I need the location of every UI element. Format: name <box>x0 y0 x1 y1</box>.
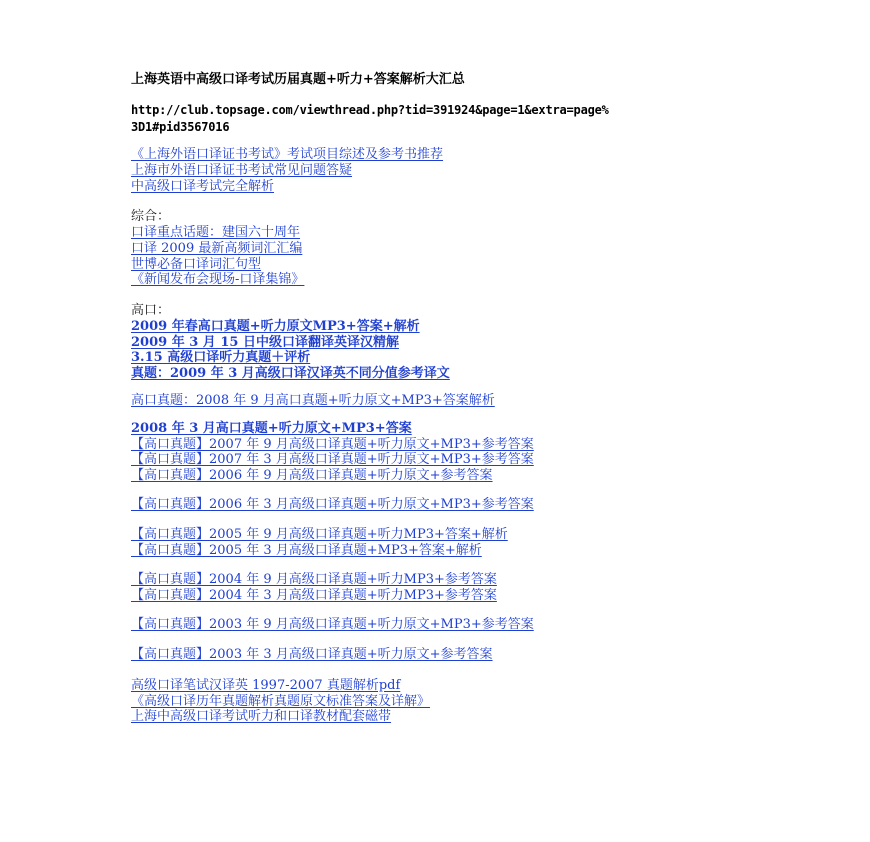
section-advanced-label: 高口： <box>131 303 171 318</box>
exam-link-2005-sep[interactable]: 【高口真题】2005 年 9 月高级口译真题+听力MP3+答案+解析 <box>131 527 508 542</box>
advanced-link-2008-mar[interactable]: 2008 年 3 月高口真题+听力原文+MP3+答案 <box>131 421 412 436</box>
advanced-bold-link-4[interactable]: 真题：2009 年 3 月高级口译汉译英不同分值参考译文 <box>131 366 450 381</box>
advanced-bold-link-3[interactable]: 3.15 高级口译听力真题＋评析 <box>131 350 311 365</box>
general-link-4[interactable]: 《新闻发布会现场-口译集锦》 <box>131 272 305 287</box>
source-url-line-1: http://club.topsage.com/viewthread.php?tid=391924&page=1&extra=page% <box>131 103 609 117</box>
general-link-2[interactable]: 口译 2009 最新高频词汇汇编 <box>131 241 303 256</box>
advanced-bold-link-2[interactable]: 2009 年 3 月 15 日中级口译翻译英译汉精解 <box>131 335 399 350</box>
exam-link-2004-mar[interactable]: 【高口真题】2004 年 3 月高级口译真题+听力MP3+参考答案 <box>131 588 497 603</box>
final-link-3[interactable]: 上海中高级口译考试听力和口译教材配套磁带 <box>131 709 392 724</box>
general-link-3[interactable]: 世博必备口译词汇句型 <box>131 257 262 272</box>
final-link-2[interactable]: 《高级口译历年真题解析真题原文标准答案及详解》 <box>131 694 431 709</box>
intro-link-1[interactable]: 《上海外语口译证书考试》考试项目综述及参考书推荐 <box>131 147 444 162</box>
exam-link-2004-sep[interactable]: 【高口真题】2004 年 9 月高级口译真题+听力MP3+参考答案 <box>131 572 497 587</box>
intro-link-3[interactable]: 中高级口译考试完全解析 <box>131 179 275 194</box>
source-url-line-2: 3D1#pid3567016 <box>131 120 230 134</box>
exam-link-2006-mar[interactable]: 【高口真题】2006 年 3 月高级口译真题+听力原文+MP3+参考答案 <box>131 497 534 512</box>
advanced-link-2008-sep[interactable]: 高口真题：2008 年 9 月高口真题+听力原文+MP3+答案解析 <box>131 393 495 408</box>
exam-link-2007-sep[interactable]: 【高口真题】2007 年 9 月高级口译真题+听力原文+MP3+参考答案 <box>131 437 534 452</box>
section-general-label: 综合： <box>131 209 171 224</box>
general-link-1[interactable]: 口译重点话题：建国六十周年 <box>131 225 301 240</box>
advanced-bold-link-1[interactable]: 2009 年春高口真题+听力原文MP3+答案+解析 <box>131 319 420 334</box>
final-link-1[interactable]: 高级口译笔试汉译英 1997-2007 真题解析pdf <box>131 678 401 693</box>
exam-link-2003-mar[interactable]: 【高口真题】2003 年 3 月高级口译真题+听力原文+参考答案 <box>131 647 493 662</box>
exam-link-2006-sep[interactable]: 【高口真题】2006 年 9 月高级口译真题+听力原文+参考答案 <box>131 468 493 483</box>
exam-link-2007-mar[interactable]: 【高口真题】2007 年 3 月高级口译真题+听力原文+MP3+参考答案 <box>131 452 534 467</box>
exam-link-2005-mar[interactable]: 【高口真题】2005 年 3 月高级口译真题+MP3+答案+解析 <box>131 543 482 558</box>
document-title: 上海英语中高级口译考试历届真题+听力+答案解析大汇总 <box>131 72 465 87</box>
intro-link-2[interactable]: 上海市外语口译证书考试常见问题答疑 <box>131 163 353 178</box>
exam-link-2003-sep[interactable]: 【高口真题】2003 年 9 月高级口译真题+听力原文+MP3+参考答案 <box>131 617 534 632</box>
